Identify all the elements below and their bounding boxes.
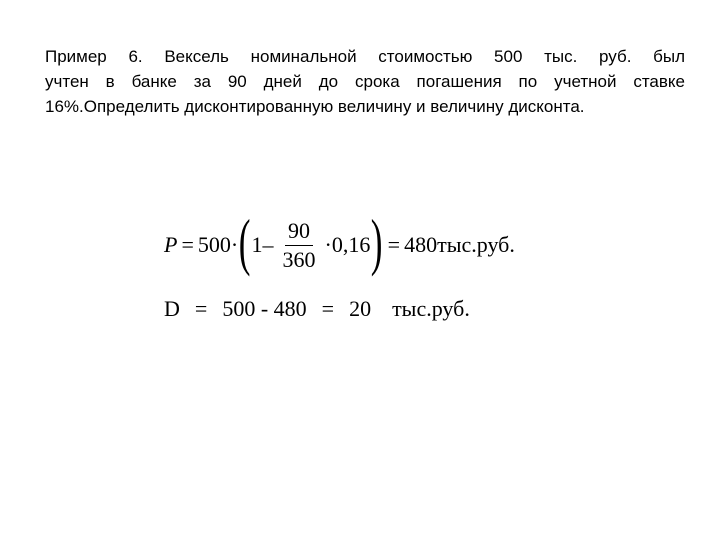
formula-one: 1 [251,232,263,257]
formula-multiply-dot: · [324,232,332,257]
formula-variable-p: P [164,232,178,257]
formula-equals: = [194,296,208,321]
problem-line-2: учтен в банке за 90 дней до срока погашения по учетной ставке [45,72,685,91]
fraction-denominator: 360 [282,246,316,272]
formula-equals: = [387,232,401,257]
formula-unit: тыс.руб. [392,296,470,321]
discount-formula [164,298,470,320]
problem-line-1: Пример 6. Вексель номинальной стоимостью 500 тыс. руб. был [45,47,685,66]
formula-result: 20 [349,296,372,321]
problem-line-3: 16%.Определить дисконтированную величину и величину дисконта. [45,97,585,116]
formula-variable-d: D [164,296,180,321]
discounted-value-formula [164,206,515,277]
formula-equals: = [321,296,335,321]
right-paren: ) [371,206,383,277]
problem-statement [45,44,685,119]
formula-minus: – [262,232,274,257]
day-fraction [280,217,319,272]
formula-unit: тыс.руб. [437,232,515,257]
formula-face-value: 500 [197,232,231,257]
formula-expression: 500 - 480 [222,296,307,321]
formula-multiply-dot: · [230,232,239,257]
formula-rate: 0,16 [331,232,371,257]
fraction-numerator: 90 [285,220,313,246]
formula-equals: = [181,232,194,257]
left-paren: ( [238,206,251,277]
formula-result: 480 [404,232,438,257]
